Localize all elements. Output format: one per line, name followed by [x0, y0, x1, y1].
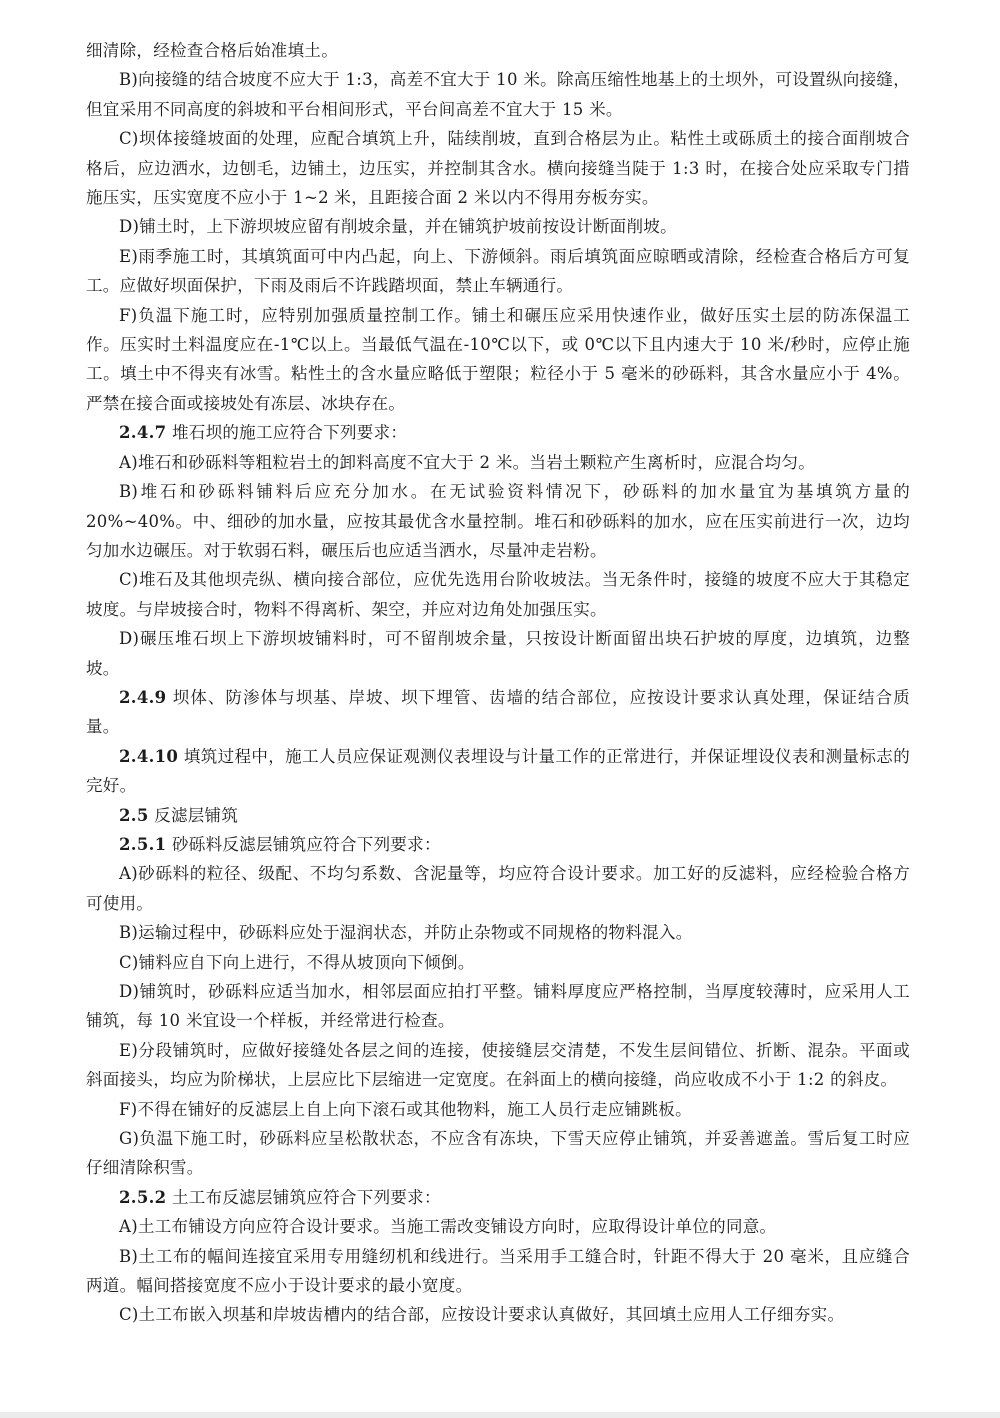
paragraph	[86, 624, 910, 683]
paragraph	[86, 1095, 910, 1124]
section-heading	[86, 830, 910, 859]
paragraph	[86, 124, 910, 212]
section-title: 填筑过程中，施工人员应保证观测仪表埋设与计量工作的正常进行，并保证埋设仪表和测量标志的完好。	[86, 746, 910, 796]
section-title: 堆石坝的施工应符合下列要求：	[166, 423, 408, 443]
paragraph-text: B)堆石和砂砾料铺料后应充分加水。在无试验资料情况下，砂砾料的加水量宜为基填筑方量的 20%~40%。中、细砂的加水量，应按其最优含水量控制。堆石和砂砾料的加水，应在压实前进行一次，边均匀加水边碾压。对于软弱石料，碾压后也应适当洒水，尽量冲走岩粉。	[86, 482, 910, 560]
paragraph	[86, 859, 910, 918]
paragraph-text: F)不得在铺好的反滤层上自上向下滚石或其他物料，施工人员行走应铺跳板。	[119, 1099, 692, 1119]
paragraph-text: G)负温下施工时，砂砾料应呈松散状态，不应含有冻块，下雪天应停止铺筑，并妥善遮盖。雪后复工时应仔细清除积雪。	[86, 1129, 910, 1178]
page-bottom-edge	[0, 1412, 1000, 1418]
paragraph-text: C)土工布嵌入坝基和岸坡齿槽内的结合部，应按设计要求认真做好，其回填土应用人工仔细夯实。	[119, 1305, 845, 1325]
section-heading	[86, 801, 910, 830]
paragraph-text: D)铺筑时，砂砾料应适当加水，相邻层面应拍打平整。铺料厚度应严格控制，当厚度较薄时，应采用人工铺筑，每 10 米宜设一个样板，并经常进行检查。	[86, 982, 910, 1031]
paragraph	[86, 1036, 910, 1095]
paragraph-text: B)运输过程中，砂砾料应处于湿润状态，并防止杂物或不同规格的物料混入。	[119, 923, 693, 943]
paragraph	[86, 65, 910, 124]
section-number: 2.4.7	[119, 423, 167, 443]
paragraph	[86, 1212, 910, 1241]
paragraph	[86, 242, 910, 301]
paragraph	[86, 36, 910, 65]
section-number: 2.5.1	[119, 834, 167, 854]
paragraph-text: A)土工布铺设方向应符合设计要求。当施工需改变铺设方向时，应取得设计单位的同意。	[119, 1217, 777, 1237]
section-title: 坝体、防渗体与坝基、岸坡、坝下埋管、齿墙的结合部位，应按设计要求认真处理，保证结合质量。	[86, 687, 910, 737]
section-number: 2.5.2	[119, 1187, 167, 1207]
paragraph	[86, 1300, 910, 1329]
paragraph-text: A)堆石和砂砾料等粗粒岩土的卸料高度不宜大于 2 米。当岩土颗粒产生离析时，应混合均匀。	[119, 452, 816, 472]
paragraph-text: C)堆石及其他坝壳纵、横向接合部位，应优先选用台阶收坡法。当无条件时，接缝的坡度不应大于其稳定坡度。与岸坡接合时，物料不得离析、架空，并应对边角处加强压实。	[86, 570, 910, 619]
section-number: 2.5	[119, 805, 149, 825]
paragraph-text: B)向接缝的结合坡度不应大于 1:3，高差不宜大于 10 米。除高压缩性地基上的土坝外，可设置纵向接缝，但宜采用不同高度的斜坡和平台相间形式，平台间高差不宜大于 15 米。	[86, 70, 910, 119]
section-heading	[86, 418, 910, 447]
paragraph	[86, 948, 910, 977]
section-title: 砂砾料反滤层铺筑应符合下列要求：	[166, 834, 441, 854]
paragraph-text: D)铺土时，上下游坝坡应留有削坡余量，并在铺筑护坡前按设计断面削坡。	[119, 217, 677, 237]
document-body	[86, 36, 910, 1330]
section-heading	[86, 742, 910, 801]
paragraph	[86, 477, 910, 565]
paragraph	[86, 448, 910, 477]
paragraph-text: C)坝体接缝坡面的处理，应配合填筑上升，陆续削坡，直到合格层为止。粘性土或砾质土的接合面削坡合格后，应边洒水，边刨毛，边铺土，边压实，并控制其含水。横向接缝当陡于 1:3 时，在接合处应采取专门措施压实，压实宽度不应小于 1~2 米，且距接合面 2 米以内不得用夯板夯实。	[86, 129, 910, 208]
paragraph	[86, 212, 910, 241]
paragraph-text: C)铺料应自下向上进行，不得从坡顶向下倾倒。	[119, 952, 475, 972]
paragraph	[86, 977, 910, 1036]
paragraph-text: F)负温下施工时，应特别加强质量控制工作。铺土和碾压应采用快速作业，做好压实土层的防冻保温工作。压实时土料温度应在-1℃以上。当最低气温在-10℃以下，或 0℃以下且内速大于 10 米/秒时，应停止施工。填土中不得夹有冰雪。粘性土的含水量应略低于塑限；粒径小于 5 毫米的砂砾料，其含水量应小于 4%。严禁在接合面或接坡处有冻层、冰块存在。	[86, 305, 910, 413]
paragraph-text: E)分段铺筑时，应做好接缝处各层之间的连接，使接缝层交清楚，不发生层间错位、折断、混杂。平面或斜面接头，均应为阶梯状，上层应比下层缩进一定宽度。在斜面上的横向接缝，尚应收成不小于 1:2 的斜皮。	[86, 1040, 910, 1090]
section-heading	[86, 1183, 910, 1212]
paragraph-text: D)碾压堆石坝上下游坝坡铺料时，可不留削坡余量，只按设计断面留出块石护坡的厚度，边填筑，边整坡。	[86, 629, 910, 678]
section-number: 2.4.10	[119, 746, 179, 766]
paragraph	[86, 1124, 910, 1183]
paragraph-text: B)土工布的幅间连接宜采用专用缝纫机和线进行。当采用手工缝合时，针距不得大于 20 毫米，且应缝合两道。幅间搭接宽度不应小于设计要求的最小宽度。	[86, 1246, 910, 1296]
section-number: 2.4.9	[119, 687, 167, 707]
paragraph-text: E)雨季施工时，其填筑面可中内凸起，向上、下游倾斜。雨后填筑面应晾晒或清除，经检查合格后方可复工。应做好坝面保护，下雨及雨后不许践踏坝面，禁止车辆通行。	[86, 246, 910, 296]
paragraph-text: 细清除，经检查合格后始准填土。	[86, 41, 338, 60]
paragraph	[86, 301, 910, 419]
section-heading	[86, 683, 910, 742]
paragraph-text: A)砂砾料的粒径、级配、不均匀系数、含泥量等，均应符合设计要求。加工好的反滤料，应经检验合格方可使用。	[86, 864, 910, 913]
paragraph	[86, 918, 910, 947]
paragraph	[86, 565, 910, 624]
section-title: 土工布反滤层铺筑应符合下列要求：	[166, 1187, 441, 1207]
section-title: 反滤层铺筑	[148, 805, 239, 825]
paragraph	[86, 1242, 910, 1301]
